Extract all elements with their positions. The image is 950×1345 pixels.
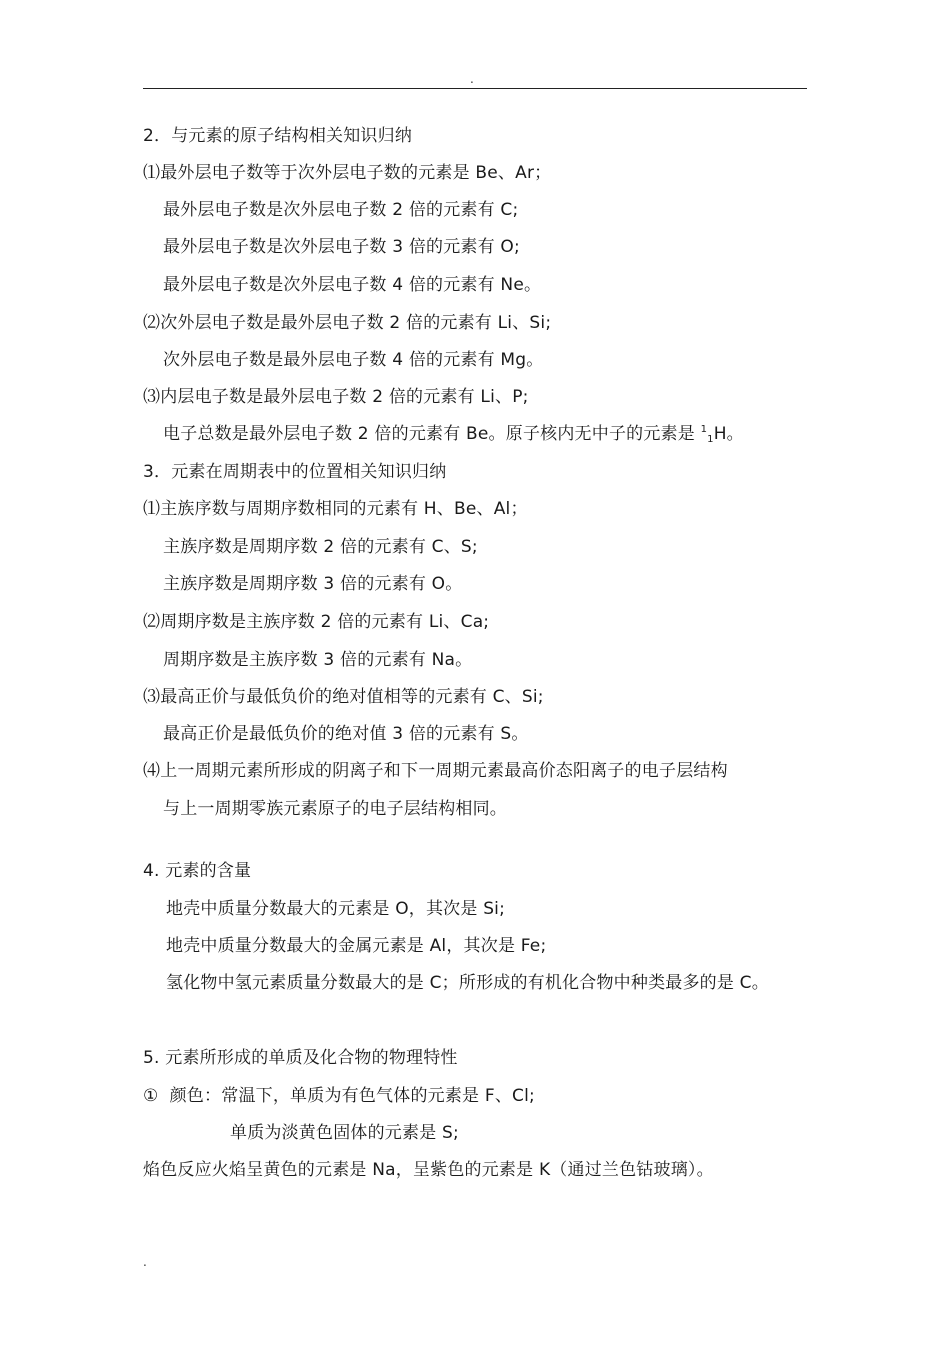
- section3-line-9: 与上一周期零族元素原子的电子层结构相同。: [163, 799, 507, 819]
- section2-line-5: ⑵次外层电子数是最外层电子数 2 倍的元素有 Li、Si;: [143, 313, 552, 333]
- section5-heading: 5. 元素所形成的单质及化合物的物理特性: [143, 1048, 458, 1068]
- isotope-atomic-number: 1: [707, 434, 714, 445]
- header-mark: .: [470, 72, 474, 86]
- section4-line-2: 地壳中质量分数最大的金属元素是 Al，其次是 Fe;: [166, 936, 547, 956]
- section3-line-5: 周期序数是主族序数 3 倍的元素有 Na。: [163, 650, 473, 670]
- section3-line-1: ⑴主族序数与周期序数相同的元素有 H、Be、Al；: [143, 499, 528, 519]
- section5-line-3: 焰色反应火焰呈黄色的元素是 Na，呈紫色的元素是 K（通过兰色钴玻璃）。: [143, 1160, 714, 1180]
- section3-line-3: 主族序数是周期序数 3 倍的元素有 O。: [163, 574, 463, 594]
- section4-line-3: 氢化物中氢元素质量分数最大的是 C；所形成的有机化合物中种类最多的是 C。: [166, 973, 769, 993]
- section3-heading: 3．元素在周期表中的位置相关知识归纳: [143, 462, 447, 482]
- section3-line-8: ⑷上一周期元素所形成的阴离子和下一周期元素最高价态阳离子的电子层结构: [143, 761, 728, 781]
- section4-heading: 4. 元素的含量: [143, 861, 252, 881]
- section5-line-1: ① 颜色：常温下，单质为有色气体的元素是 F、Cl;: [143, 1086, 535, 1106]
- section2-line-4: 最外层电子数是次外层电子数 4 倍的元素有 Ne。: [163, 275, 542, 295]
- section4-line-1: 地壳中质量分数最大的元素是 O，其次是 Si;: [166, 899, 506, 919]
- section2-line-2: 最外层电子数是次外层电子数 2 倍的元素有 C;: [163, 200, 519, 220]
- section3-line-4: ⑵周期序数是主族序数 2 倍的元素有 Li、Ca;: [143, 612, 490, 632]
- section2-line-7: ⑶内层电子数是最外层电子数 2 倍的元素有 Li、P;: [143, 387, 529, 407]
- section2-line-1: ⑴最外层电子数等于次外层电子数的元素是 Be、Ar；: [143, 163, 552, 183]
- section2-heading: 2．与元素的原子结构相关知识归纳: [143, 126, 413, 146]
- header-rule: [143, 88, 807, 89]
- section3-line-6: ⑶最高正价与最低负价的绝对值相等的元素有 C、Si;: [143, 687, 544, 707]
- section2-line-3: 最外层电子数是次外层电子数 3 倍的元素有 O;: [163, 237, 520, 257]
- section2-line-6: 次外层电子数是最外层电子数 4 倍的元素有 Mg。: [163, 350, 544, 370]
- section3-line-7: 最高正价是最低负价的绝对值 3 倍的元素有 S。: [163, 724, 529, 744]
- section5-line-2: 单质为淡黄色固体的元素是 S;: [230, 1123, 459, 1143]
- section3-line-2: 主族序数是周期序数 2 倍的元素有 C、S;: [163, 537, 478, 557]
- section2-line-8: 电子总数是最外层电子数 2 倍的元素有 Be。原子核内无中子的元素是 $^1$1H。: [163, 424, 744, 445]
- footer-mark: .: [143, 1255, 147, 1269]
- isotope-mass-number: 1: [700, 424, 708, 435]
- isotope-symbol: H。: [713, 424, 744, 444]
